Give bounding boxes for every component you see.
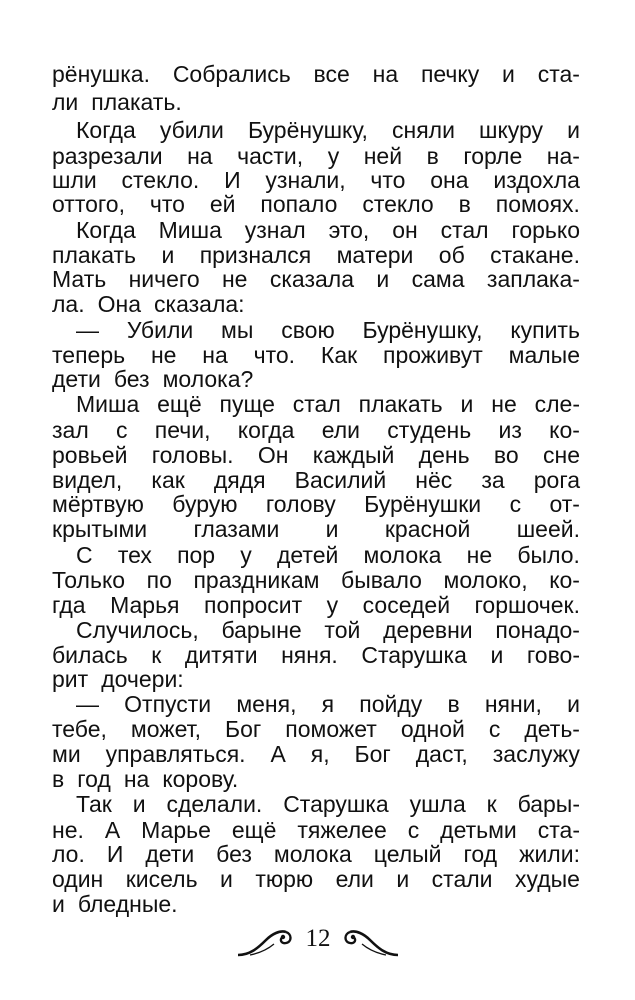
- right-flourish-icon: [340, 922, 400, 962]
- text-line: Только по праздникам бывало молоко, ко-: [52, 567, 580, 593]
- text-line: ла. Она сказала:: [52, 291, 245, 317]
- text-line: не. А Марье ещё тяжелее с детьми ста-: [52, 817, 580, 843]
- text-line: — Отпусти меня, я пойду в няни, и: [76, 691, 580, 717]
- text-line: в год на корову.: [52, 766, 239, 792]
- text-line: Так и сделали. Старушка ушла к бары-: [76, 791, 580, 817]
- text-line: тебе, может, Бог поможет одной с деть-: [52, 716, 580, 742]
- text-line: рит дочери:: [52, 666, 184, 692]
- text-line: Когда Миша узнал это, он стал горько: [76, 217, 580, 243]
- text-line: С тех пор у детей молока не было.: [76, 542, 580, 568]
- text-line: и бледные.: [52, 891, 178, 917]
- text-line: гда Марья попросит у соседей горшочек.: [52, 592, 580, 618]
- text-line: дети без молока?: [52, 366, 254, 392]
- text-line: Миша ещё пуще стал плакать и не сле-: [76, 391, 580, 417]
- text-line: рёнушка. Собрались все на печку и ста-: [52, 61, 580, 87]
- text-line: шли стекло. И узнали, что она издохла: [52, 167, 580, 193]
- text-line: плакать и признался матери об стакане.: [52, 242, 580, 268]
- text-line: мёртвую бурую голову Бурёнушки с от-: [52, 491, 580, 517]
- text-line: зал с печи, когда ели студень из ко-: [52, 417, 580, 443]
- text-line: один кисель и тюрю ели и стали худые: [52, 866, 580, 892]
- text-line: — Убили мы свою Бурёнушку, купить: [76, 317, 580, 343]
- text-line: теперь не на что. Как проживут малые: [52, 342, 580, 368]
- text-line: видел, как дядя Василий нёс за рога: [52, 467, 580, 493]
- text-line: ми управляться. А я, Бог даст, заслужу: [52, 741, 580, 767]
- text-line: разрезали на части, у ней в горле на-: [52, 143, 580, 169]
- page-number: 12: [305, 925, 331, 952]
- text-line: Мать ничего не сказала и сама заплака-: [52, 266, 580, 292]
- text-line: билась к дитяти няня. Старушка и гово-: [52, 642, 580, 668]
- text-line: крытыми глазами и красной шеей.: [52, 516, 580, 542]
- text-line: оттого, что ей попало стекло в помоях.: [52, 191, 580, 217]
- text-line: Случилось, барыне той деревни понадо-: [76, 617, 580, 643]
- text-line: ровьей головы. Он каждый день во сне: [52, 442, 580, 468]
- text-line: Когда убили Бурёнушку, сняли шкуру и: [76, 117, 580, 143]
- text-line: ло. И дети без молока целый год жили:: [52, 841, 580, 867]
- page-footer: [236, 922, 400, 962]
- left-flourish-icon: [236, 922, 296, 962]
- text-line: ли плакать.: [52, 89, 182, 115]
